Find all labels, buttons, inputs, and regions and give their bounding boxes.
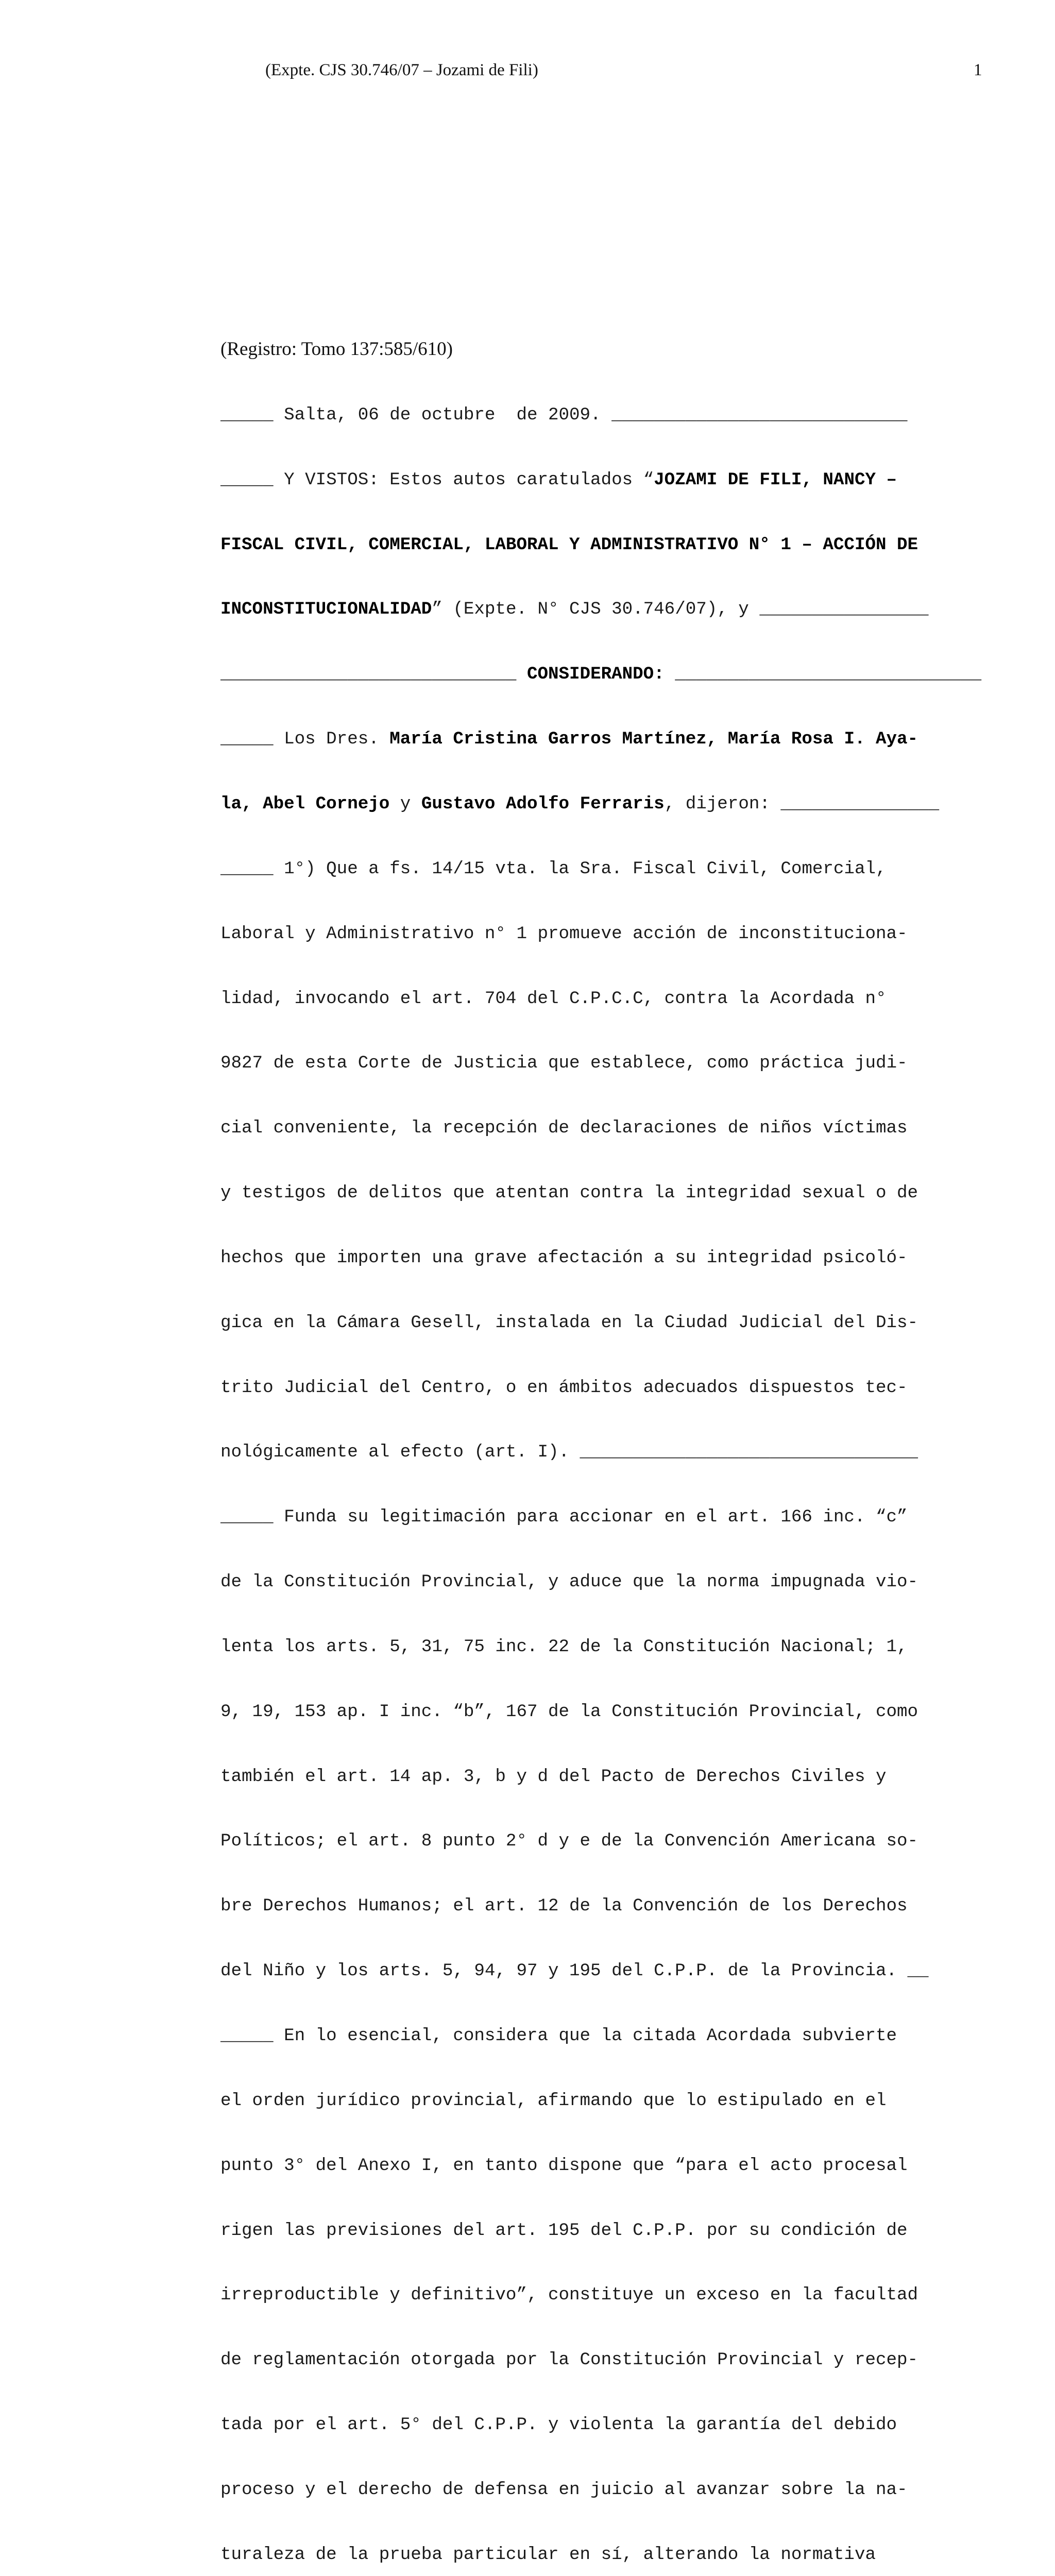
- body-line: lenta los arts. 5, 31, 75 inc. 22 de la Constitución Nacional; 1,: [220, 1637, 908, 1657]
- section-heading: CONSIDERANDO:: [526, 665, 665, 685]
- body-line: del Niño y los arts. 5, 94, 97 y 195 del C.P.P. de la Provincia. __: [220, 1961, 929, 1981]
- body-line: tada por el art. 5° del C.P.P. y violenta la garantía del debido: [220, 2415, 897, 2435]
- case-title-bold-line: FISCAL CIVIL, COMERCIAL, LABORAL Y ADMINISTRATIVO N° 1 – ACCIÓN DE: [220, 535, 918, 555]
- body-text: y: [389, 794, 421, 814]
- body-text: _____ Y VISTOS: Estos autos caratulados “: [220, 470, 654, 490]
- body-line: el orden jurídico provincial, afirmando que lo estipulado en el: [220, 2091, 887, 2111]
- body-line: [220, 470, 981, 492]
- page-number: 1: [974, 61, 982, 79]
- case-reference: (Expte. CJS 30.746/07 – Jozami de Fili): [265, 61, 538, 79]
- body-line: turaleza de la prueba particular en sí, alterando la normativa: [220, 2545, 876, 2565]
- body-line: [220, 599, 981, 621]
- body-text: , dijeron: _______________: [664, 794, 940, 814]
- body-line: punto 3° del Anexo I, en tanto dispone que “para el acto procesal: [220, 2156, 908, 2176]
- registry-note: (Registro: Tomo 137:585/610): [220, 338, 453, 360]
- body-line: irreproductible y definitivo”, constituye un exceso en la facultad: [220, 2285, 918, 2306]
- body-line: de reglamentación otorgada por la Constitución Provincial y recep-: [220, 2350, 918, 2370]
- body-line: [220, 729, 981, 751]
- judge-names: Gustavo Adolfo Ferraris: [421, 794, 665, 814]
- body-line: de la Constitución Provincial, y aduce que la norma impugnada vio-: [220, 1572, 918, 1592]
- body-text: _____ Los Dres.: [220, 730, 390, 750]
- body-text: ” (Expte. N° CJS 30.746/07), y ________________: [432, 600, 929, 620]
- body-line: hechos que importen una grave afectación a su integridad psicoló-: [220, 1248, 908, 1268]
- case-title-bold: JOZAMI DE FILI, NANCY –: [654, 470, 897, 490]
- body-line: gica en la Cámara Gesell, instalada en la Ciudad Judicial del Dis-: [220, 1313, 918, 1333]
- rule-left: ____________________________: [220, 665, 527, 685]
- body-line: lidad, invocando el art. 704 del C.P.C.C, contra la Acordada n°: [220, 989, 887, 1009]
- body-line: Laboral y Administrativo n° 1 promueve acción de inconstituciona-: [220, 924, 908, 944]
- body-line: 9827 de esta Corte de Justicia que establece, como práctica judi-: [220, 1054, 908, 1074]
- judge-names: María Cristina Garros Martínez, María Rosa I. Aya-: [389, 730, 918, 750]
- judge-names: la, Abel Cornejo: [220, 794, 390, 814]
- body-line: _____ 1°) Que a fs. 14/15 vta. la Sra. Fiscal Civil, Comercial,: [220, 859, 887, 879]
- rule-right: _____________________________: [664, 665, 982, 685]
- body-line: proceso y el derecho de defensa en juicio al avanzar sobre la na-: [220, 2480, 908, 2500]
- body-line: bre Derechos Humanos; el art. 12 de la Convención de los Derechos: [220, 1896, 908, 1917]
- body-line: Políticos; el art. 8 punto 2° d y e de la Convención Americana so-: [220, 1832, 918, 1852]
- case-title-bold: INCONSTITUCIONALIDAD: [220, 600, 432, 620]
- body-line: y testigos de delitos que atentan contra la integridad sexual o de: [220, 1183, 918, 1204]
- body-line: _____ Funda su legitimación para accionar en el art. 166 inc. “c”: [220, 1507, 908, 1528]
- body-line: _____ En lo esencial, considera que la citada Acordada subvierte: [220, 2026, 897, 2046]
- page-header: [0, 61, 1055, 87]
- body-line: también el art. 14 ap. 3, b y d del Pacto de Derechos Civiles y: [220, 1767, 887, 1787]
- body-line: [220, 794, 981, 816]
- body-line: rigen las previsiones del art. 195 del C.P.P. por su condición de: [220, 2221, 908, 2241]
- document-body: [220, 362, 981, 2576]
- body-line: _____ Salta, 06 de octubre de 2009. ____________________________: [220, 405, 908, 425]
- body-line: trito Judicial del Centro, o en ámbitos adecuados dispuestos tec-: [220, 1378, 908, 1398]
- body-line: 9, 19, 153 ap. I inc. “b”, 167 de la Constitución Provincial, como: [220, 1702, 918, 1722]
- body-line: cial conveniente, la recepción de declaraciones de niños víctimas: [220, 1118, 908, 1139]
- body-line: nológicamente al efecto (art. I). ________________________________: [220, 1443, 918, 1463]
- section-heading-line: [220, 664, 981, 686]
